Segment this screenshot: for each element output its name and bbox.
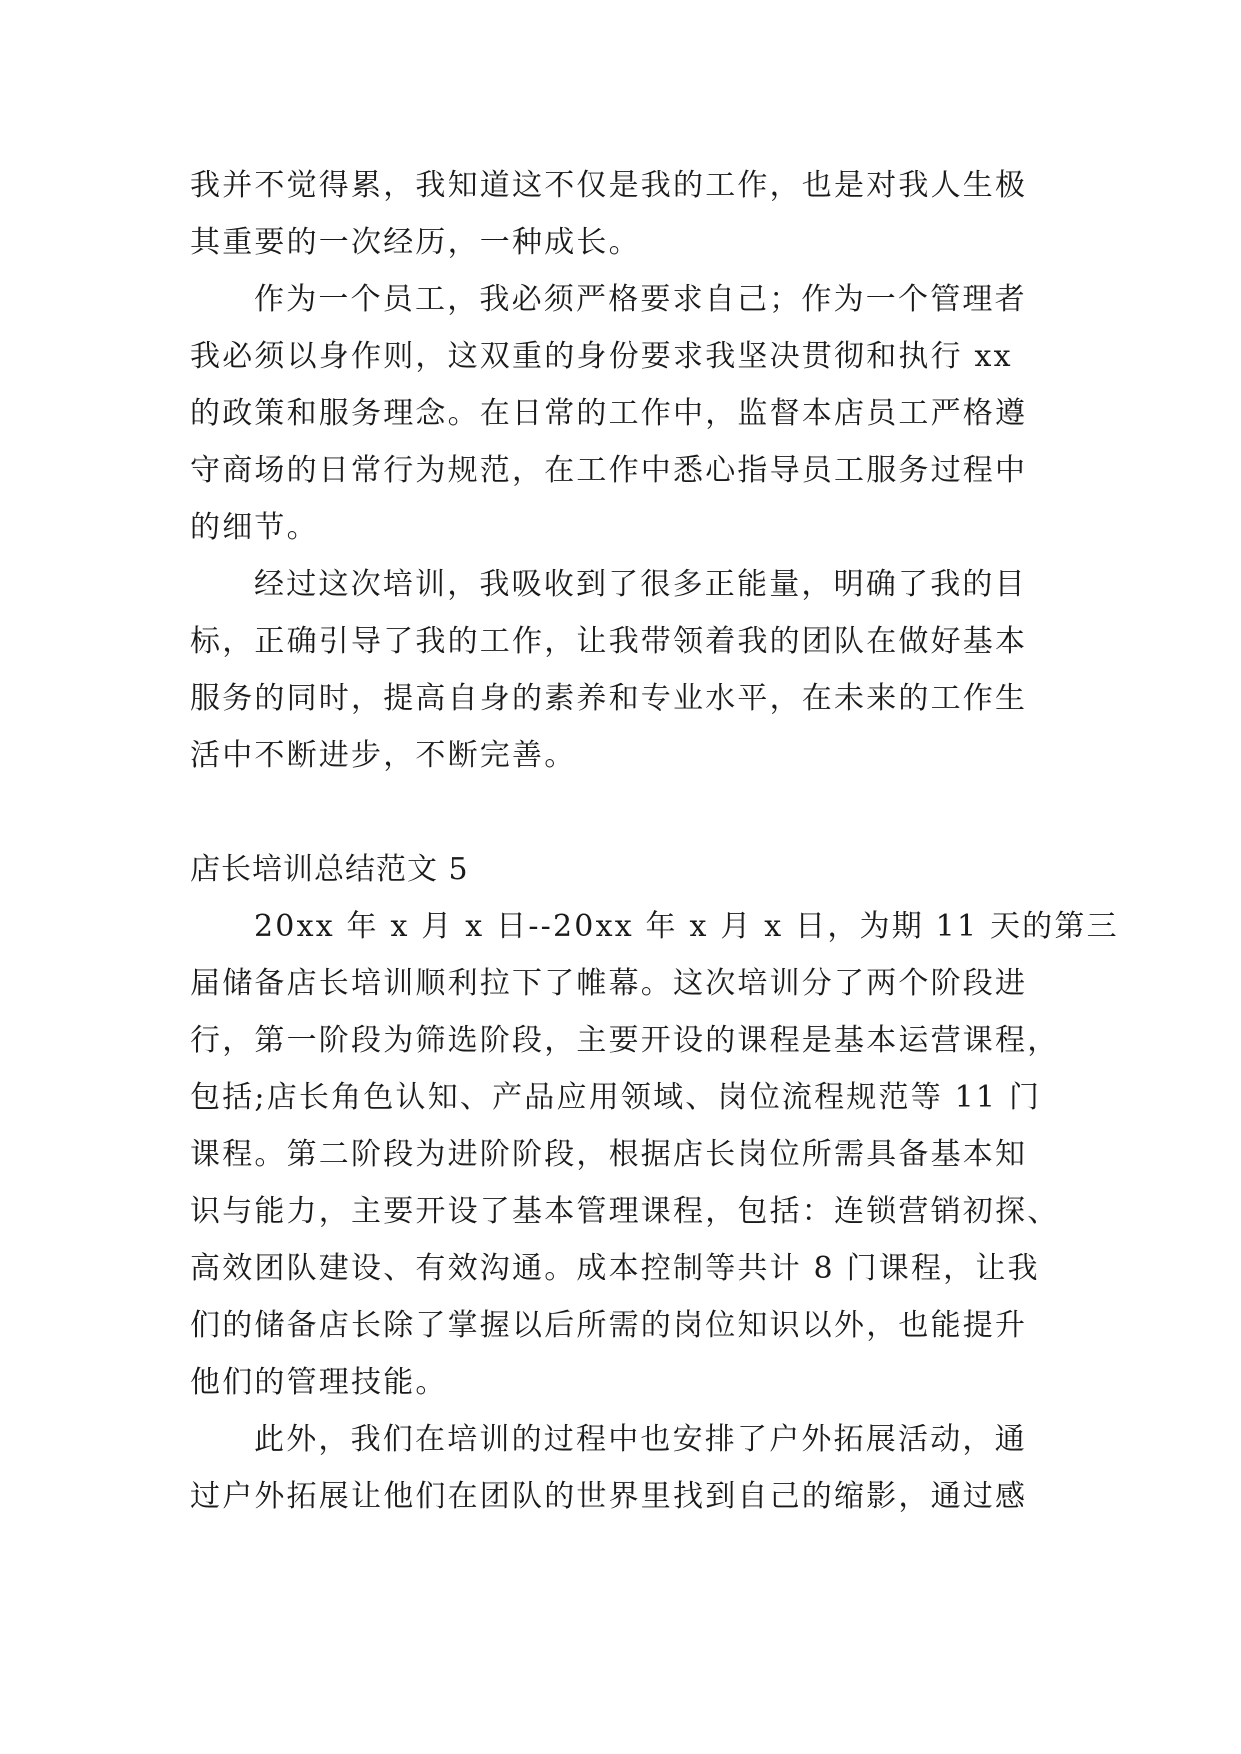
paragraph-line: 我必须以身作则，这双重的身份要求我坚决贯彻和执行 xx bbox=[190, 339, 1013, 374]
paragraph-line: 识与能力，主要开设了基本管理课程，包括：连锁营销初探、 bbox=[190, 1194, 1060, 1229]
paragraph-line: 其重要的一次经历，一种成长。 bbox=[190, 225, 641, 260]
paragraph-line: 此外，我们在培训的过程中也安排了户外拓展活动，通 bbox=[254, 1422, 1027, 1457]
paragraph-line: 他们的管理技能。 bbox=[190, 1365, 448, 1400]
paragraph-line: 经过这次培训，我吸收到了很多正能量，明确了我的目 bbox=[254, 567, 1027, 602]
paragraph-line: 守商场的日常行为规范，在工作中悉心指导员工服务过程中 bbox=[190, 453, 1028, 488]
paragraph-line: 的细节。 bbox=[190, 510, 319, 545]
paragraph-line: 课程。第二阶段为进阶阶段，根据店长岗位所需具备基本知 bbox=[190, 1137, 1028, 1172]
paragraph-line: 作为一个员工，我必须严格要求自己；作为一个管理者 bbox=[254, 282, 1027, 317]
paragraph-line: 的政策和服务理念。在日常的工作中，监督本店员工严格遵 bbox=[190, 396, 1028, 431]
paragraph-line: 行，第一阶段为筛选阶段，主要开设的课程是基本运营课程， bbox=[190, 1023, 1060, 1058]
paragraph-line: 包括;店长角色认知、产品应用领域、岗位流程规范等 11 门 bbox=[190, 1080, 1042, 1115]
paragraph-line: 届储备店长培训顺利拉下了帷幕。这次培训分了两个阶段进 bbox=[190, 966, 1028, 1001]
paragraph-line: 高效团队建设、有效沟通。成本控制等共计 8 门课程，让我 bbox=[190, 1251, 1040, 1286]
paragraph-line: 标，正确引导了我的工作，让我带领着我的团队在做好基本 bbox=[190, 624, 1028, 659]
section-heading: 店长培训总结范文 5 bbox=[190, 852, 469, 887]
paragraph-line: 我并不觉得累，我知道这不仅是我的工作，也是对我人生极 bbox=[190, 168, 1028, 203]
paragraph-line: 们的储备店长除了掌握以后所需的岗位知识以外，也能提升 bbox=[190, 1308, 1028, 1343]
paragraph-line: 服务的同时，提高自身的素养和专业水平，在未来的工作生 bbox=[190, 681, 1028, 716]
paragraph-line: 20xx 年 x 月 x 日--20xx 年 x 月 x 日，为期 11 天的第三 bbox=[254, 909, 1119, 944]
paragraph-line: 过户外拓展让他们在团队的世界里找到自己的缩影，通过感 bbox=[190, 1479, 1028, 1514]
paragraph-line: 活中不断进步，不断完善。 bbox=[190, 738, 577, 773]
